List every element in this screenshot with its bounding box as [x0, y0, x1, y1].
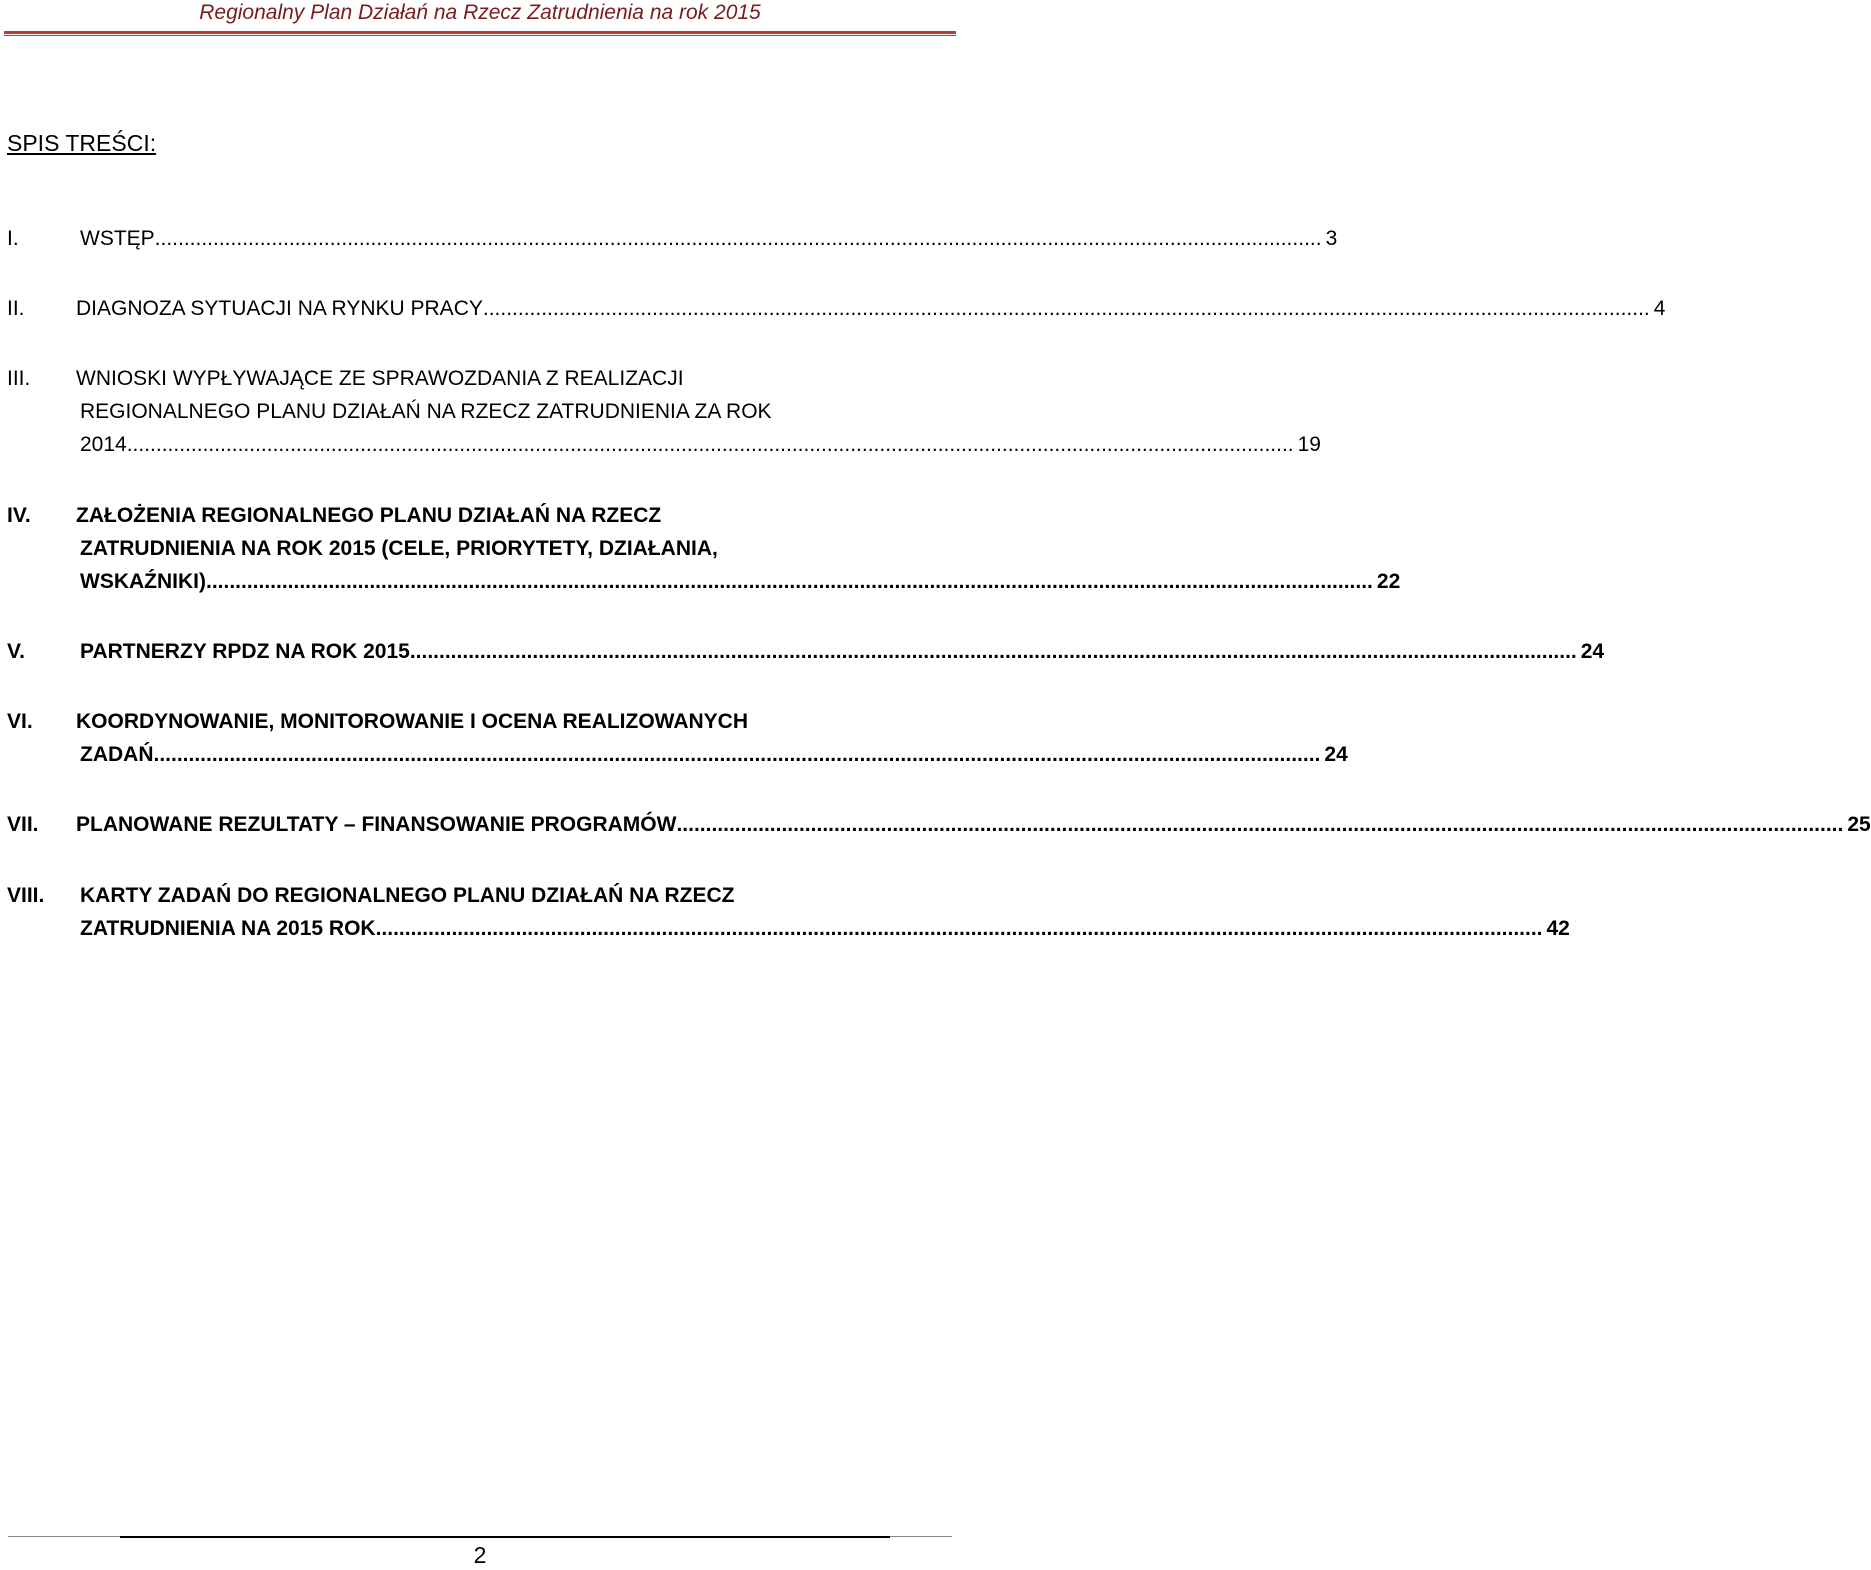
toc-entry-line: KARTY ZADAŃ DO REGIONALNEGO PLANU DZIAŁAŃ NA RZECZ: [80, 884, 735, 907]
toc-entry-line: ZAŁOŻENIA REGIONALNEGO PLANU DZIAŁAŃ NA RZECZ: [76, 504, 662, 527]
toc-entry-last-line: [80, 635, 1605, 668]
toc-entry-page: 25: [1847, 813, 1871, 836]
toc-dot-leader: ........................................................................................................................................................................................................: [154, 227, 1322, 250]
toc-dot-leader: ........................................................................................................................................................................................................: [126, 433, 1294, 456]
page-number: 2: [473, 1542, 487, 1568]
toc-dot-leader: ........................................................................................................................................................................................................: [409, 640, 1577, 663]
toc-entry-line: REGIONALNEGO PLANU DZIAŁAŃ NA RZECZ ZATRUDNIENIA ZA ROK: [80, 400, 772, 423]
toc-entry-last-line: [80, 565, 1401, 598]
toc-entry-number: IV.: [7, 504, 31, 527]
header-rule-thin: [4, 35, 956, 36]
toc-dot-leader: ........................................................................................................................................................................................................: [676, 813, 1844, 836]
toc-entry-number: I.: [7, 227, 19, 250]
toc-entry-page: 3: [1325, 227, 1338, 250]
toc-entry-page: 19: [1297, 433, 1321, 456]
toc-entry-line: KOORDYNOWANIE, MONITOROWANIE I OCENA REALIZOWANYCH: [76, 710, 749, 733]
toc-entry-page: 4: [1653, 297, 1666, 320]
toc-entry-last-line: [80, 428, 1321, 461]
toc-entry-title: 2014: [80, 433, 127, 456]
toc-dot-leader: ........................................................................................................................................................................................................: [153, 743, 1321, 766]
page-header: [0, 0, 960, 36]
toc-entry-title: ZATRUDNIENIA NA 2015 ROK: [80, 917, 376, 940]
toc-entry-page: 24: [1580, 640, 1605, 663]
toc-dot-leader: ........................................................................................................................................................................................................: [205, 570, 1373, 593]
toc-entry-last-line: [80, 222, 1338, 255]
toc-entry-number: II.: [7, 297, 25, 320]
toc-entry-number: VI.: [7, 710, 33, 733]
toc-entry-number: V.: [7, 640, 25, 663]
toc-entry-last-line: [76, 808, 1871, 841]
toc-entry-title: WSKAŹNIKI): [80, 570, 206, 593]
toc-entry-last-line: [80, 912, 1570, 945]
footer-rule-accent: [120, 1536, 890, 1538]
toc-entry-number: VIII.: [7, 884, 45, 907]
toc-entry-line: WNIOSKI WYPŁYWAJĄCE ZE SPRAWOZDANIA Z REALIZACJI: [76, 367, 684, 390]
toc-entry-page: 22: [1376, 570, 1401, 593]
toc-entry-line: ZATRUDNIENIA NA ROK 2015 (CELE, PRIORYTETY, DZIAŁANIA,: [80, 537, 718, 560]
toc-entry-number: III.: [7, 367, 31, 390]
toc-entry-title: DIAGNOZA SYTUACJI NA RYNKU PRACY: [76, 297, 483, 320]
toc-entry-title: PARTNERZY RPDZ NA ROK 2015: [80, 640, 410, 663]
toc-entry-number: VII.: [7, 813, 39, 836]
toc-heading: SPIS TREŚCI:: [7, 130, 157, 156]
toc-entry-last-line: [76, 292, 1666, 325]
toc-entry-page: 24: [1324, 743, 1348, 766]
toc-dot-leader: ........................................................................................................................................................................................................: [375, 917, 1543, 940]
header-title: Regionalny Plan Działań na Rzecz Zatrudnienia na rok 2015: [199, 1, 761, 24]
toc-entry-title: PLANOWANE REZULTATY – FINANSOWANIE PROGRAMÓW: [76, 813, 677, 836]
toc-dot-leader: ........................................................................................................................................................................................................: [482, 297, 1650, 320]
toc-entry-page: 42: [1546, 917, 1570, 940]
toc-entry-title: WSTĘP: [80, 227, 155, 250]
toc-entry-title: ZADAŃ: [80, 743, 154, 766]
toc-entry-last-line: [80, 738, 1348, 771]
header-rule: [4, 31, 956, 34]
